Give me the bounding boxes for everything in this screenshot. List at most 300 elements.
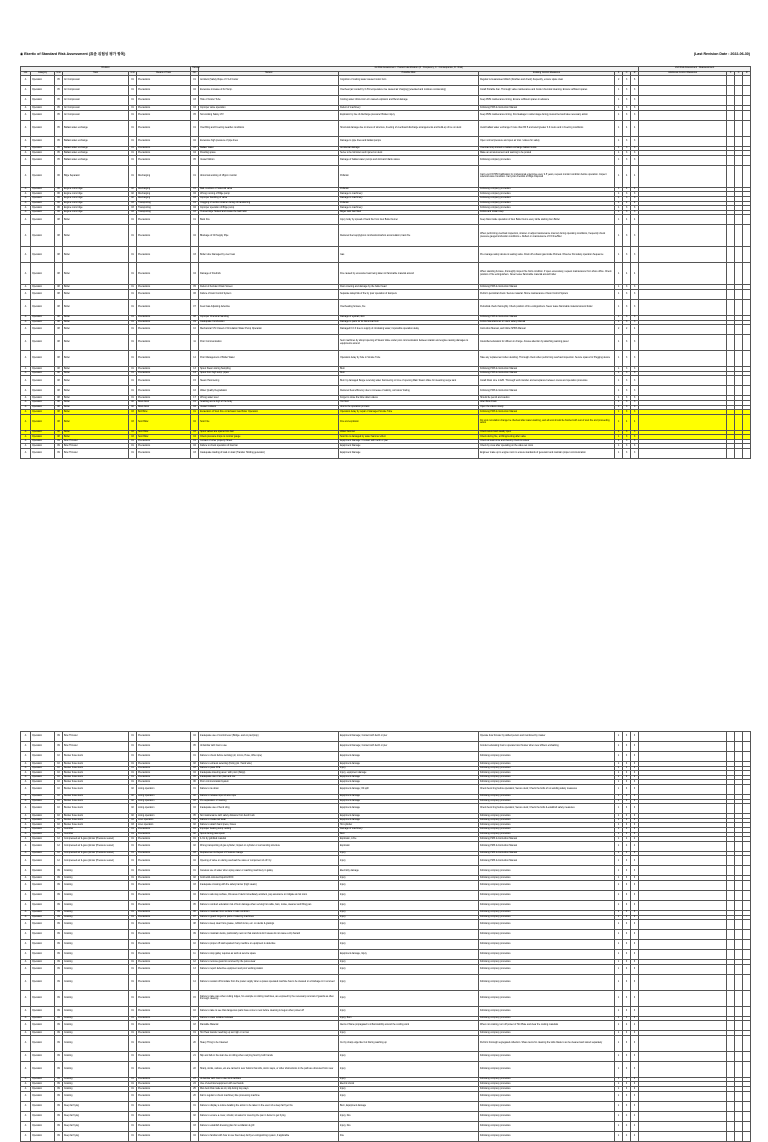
table-cell: Following company procedure (479, 900, 615, 910)
table-cell: 1 (615, 1035, 623, 1051)
table-cell: Precautions (137, 1021, 191, 1031)
table-cell: Ballast Water (199, 146, 339, 151)
table-cell: 6 (631, 76, 639, 86)
table-cell: Blow down (137, 400, 191, 405)
table-cell: Precautions (137, 449, 191, 459)
table-cell: 3 (631, 136, 639, 146)
table-cell: Operation (31, 766, 55, 771)
table-cell: Operation (31, 405, 55, 410)
table-cell: 3 (623, 915, 631, 920)
table-cell: 01 (129, 315, 137, 320)
table-cell: Fail to regular to check machinery like processing machine (199, 1091, 339, 1101)
table-cell: 01 (129, 1051, 137, 1061)
table-cell: Precautions (137, 247, 191, 263)
table-cell: Hot fluid (339, 400, 479, 405)
table-cell: Following company procedure (479, 964, 615, 974)
table-cell: A (21, 823, 31, 828)
table-cell: Operation (31, 1082, 55, 1087)
table-cell: Precautions (137, 371, 191, 376)
table-cell: Following company procedure (479, 832, 615, 837)
table-cell: Bunker hose stock (63, 823, 129, 828)
table-cell: 01 (191, 1101, 199, 1111)
table-cell: 09 (55, 1016, 63, 1021)
table-cell: Carry-out 15 PPM Calibration by professional enterprise every 2.5 years, request monitor condition before operation. Inspect solenoid valve Condition. Carry-out checklist of Bilge Disposal (479, 165, 615, 187)
table-cell: 03 (129, 823, 137, 828)
table-cell: 08 (55, 435, 63, 440)
table-cell: Precautions (137, 76, 191, 86)
table-cell: 4 (631, 120, 639, 136)
empty-cell (735, 866, 743, 876)
table-cell: Operation (31, 299, 55, 315)
table-cell: 3 (623, 827, 631, 832)
table-cell: Compressed air & gas cylinder (Pressure vessel) (63, 841, 129, 851)
table-cell: Cooking (63, 1006, 129, 1016)
table-cell: 1 (615, 866, 623, 876)
table-cell: 1 (615, 742, 623, 752)
table-cell: Following company procedure (479, 1091, 615, 1101)
table-cell: 06 (191, 780, 199, 785)
table-cell: Pollution (339, 165, 479, 187)
empty-cell (727, 165, 735, 187)
empty-cell (735, 950, 743, 960)
table-cell: 09 (55, 439, 63, 444)
table-cell: Operation (31, 1006, 55, 1016)
table-cell: 1 (615, 856, 623, 866)
table-cell: 3 (631, 396, 639, 401)
empty-cell (743, 856, 751, 866)
table-cell: 3 (623, 225, 631, 247)
table-cell: 3 (623, 766, 631, 771)
empty-cell (727, 752, 735, 762)
empty-cell (727, 866, 735, 876)
table-cell: Operation (31, 439, 55, 444)
table-cell: Burn by damaged flange receiving water hammering or time of opening Main Steam Valve for steaming surge tank (339, 376, 479, 386)
empty-cell (743, 1091, 751, 1101)
table-cell: Following company procedure (479, 192, 615, 197)
table-cell: Steam Hammering (199, 376, 339, 386)
table-cell: 08 (55, 263, 63, 285)
table-cell: 12 (55, 851, 63, 856)
table-cell: Following company procedure (479, 771, 615, 776)
table-cell: 03 (191, 210, 199, 215)
table-cell: Injury (339, 940, 479, 950)
table-cell: Operation (31, 780, 55, 785)
table-cell: 1 (615, 201, 623, 206)
empty-cell (639, 247, 727, 263)
table-cell: 3 (623, 780, 631, 785)
table-cell: 1 (615, 210, 623, 215)
table-cell: 3 (631, 766, 639, 771)
table-cell: Burn, Equipment damage (339, 1101, 479, 1111)
table-cell: A (21, 742, 31, 752)
table-cell: Compressed air & gas cylinder (Pressure vessel) (63, 856, 129, 866)
table-cell: Precautions (137, 136, 191, 146)
table-cell: 3 (631, 866, 639, 876)
table-cell: Injury (339, 964, 479, 974)
table-cell: 01 (129, 215, 137, 225)
empty-cell (743, 1131, 751, 1141)
table-cell: Following company procedure (479, 866, 615, 876)
table-cell: Precautions (137, 856, 191, 866)
table-cell: 1 (615, 1087, 623, 1092)
table-cell: 02 (191, 1111, 199, 1121)
table-cell: Liner operation (137, 823, 191, 828)
table-cell: Lining operation (137, 799, 191, 804)
empty-cell (727, 990, 735, 1006)
table-cell: 11 (191, 950, 199, 960)
table-cell: Hole of Cooler Tube (199, 96, 339, 106)
table-cell: 05 (191, 814, 199, 819)
table-cell: 04 (191, 263, 199, 285)
table-cell: 3 (631, 335, 639, 351)
table-cell: 3 (631, 225, 639, 247)
table-cell: Precautions (137, 1031, 191, 1036)
empty-cell (639, 1121, 727, 1131)
table-cell: Operation (31, 1035, 55, 1051)
table-cell: 1 (615, 215, 623, 225)
table-cell: Precautions (137, 1101, 191, 1111)
empty-cell (727, 784, 735, 794)
table-cell: A (21, 827, 31, 832)
table-cell: 02 (129, 804, 137, 814)
table-cell: 4 (631, 165, 639, 187)
table-cell: Injury (339, 1091, 479, 1101)
table-cell: A (21, 187, 31, 192)
table-cell: Precautions (137, 1061, 191, 1077)
table-cell: Precautions (137, 367, 191, 372)
table-cell: 01 (191, 215, 199, 225)
table-cell: Following company procedure (479, 794, 615, 799)
table-cell: 3 (623, 823, 631, 828)
table-cell: Operation (31, 410, 55, 415)
empty-cell (727, 974, 735, 990)
table-cell: 06 (191, 289, 199, 299)
table-cell: Keep blow inside operation of Gun Boiler burns every while starting Gun Boiler (479, 215, 615, 225)
table-cell: 1 (615, 86, 623, 96)
table-cell: 04 (191, 1131, 199, 1141)
table-cell: Clogging of suction strainer during oil transferring (199, 201, 339, 206)
table-cell: 02 (129, 196, 137, 201)
empty-cell (639, 1035, 727, 1051)
empty-cell (727, 950, 735, 960)
empty-cell (735, 120, 743, 136)
table-cell: 01 (129, 1131, 137, 1141)
table-cell: 4 (623, 165, 631, 187)
table-cell: Following company procedure (479, 766, 615, 771)
table-cell: 01 (129, 263, 137, 285)
table-cell: Engine room bilge (63, 210, 129, 215)
table-cell: Cold solid-coloured liquid & ROC (199, 876, 339, 881)
empty-cell (727, 1111, 735, 1121)
table-cell: 3 (623, 405, 631, 410)
empty-cell (639, 804, 727, 814)
table-cell: 3 (631, 299, 639, 315)
empty-cell (743, 263, 751, 285)
empty-cell (735, 1131, 743, 1141)
table-cell: Operation (31, 210, 55, 215)
table-cell: 05 (191, 900, 199, 910)
empty-cell (743, 215, 751, 225)
table-cell: 09 (55, 866, 63, 876)
table-cell: 19 (191, 1031, 199, 1036)
table-cell: Precautions (137, 920, 191, 930)
table-row (21, 732, 751, 742)
table-cell: 3 (631, 876, 639, 881)
table-cell: Operation (31, 974, 55, 990)
table-cell: 1 (615, 1006, 623, 1016)
table-cell: A (21, 1031, 31, 1036)
table-cell: 18 (191, 1021, 199, 1031)
table-cell: A (21, 1035, 31, 1051)
table-cell: Precautions (137, 151, 191, 156)
empty-cell (743, 96, 751, 106)
table-cell: 01 (129, 1087, 137, 1092)
table-cell: 3 (631, 405, 639, 410)
table-row (21, 1131, 751, 1141)
table-cell: Operation (31, 920, 55, 930)
table-cell: Following company procedure (479, 823, 615, 828)
empty-cell (743, 920, 751, 930)
table-cell: A (21, 435, 31, 440)
table-cell: Precautions (137, 832, 191, 837)
table-cell: Bunker hose stock (63, 762, 129, 767)
table-cell: Cooking (63, 974, 129, 990)
table-cell: Equipment damage (339, 818, 479, 823)
table-cell: 09 (55, 940, 63, 950)
table-cell: Operation (31, 856, 55, 866)
empty-cell (639, 1111, 727, 1121)
table-cell: 01 (129, 320, 137, 325)
table-cell: Boiler (63, 325, 129, 335)
table-cell: Precautions (137, 732, 191, 742)
table-cell: 1 (615, 766, 623, 771)
table-cell: Operation (31, 76, 55, 86)
table-cell: Precautions (137, 1131, 191, 1141)
empty-cell (743, 386, 751, 396)
table-cell: Bilges tank fast filled (339, 210, 479, 215)
table-cell: Operation (31, 289, 55, 299)
empty-cell (639, 165, 727, 187)
table-cell: 4 (623, 187, 631, 192)
table-cell: Following company procedure (479, 155, 615, 165)
table-cell: 3 (631, 827, 639, 832)
table-cell: A (21, 376, 31, 386)
table-cell: 20 (191, 1035, 199, 1051)
empty-cell (743, 414, 751, 430)
empty-cell (735, 990, 743, 1006)
empty-cell (639, 86, 727, 96)
table-cell: 09 (55, 1051, 63, 1061)
table-cell: Following company procedure (479, 799, 615, 804)
table-cell: Equipment Damage; Contact with berth or pier (339, 742, 479, 752)
table-cell: A (21, 799, 31, 804)
table-cell: Improper operation of Bilge pump (199, 206, 339, 211)
table-cell: Precautions (137, 876, 191, 881)
table-cell: 1 (615, 1091, 623, 1101)
empty-cell (735, 964, 743, 974)
table-cell: 03 (191, 96, 199, 106)
table-cell: Boiler (63, 315, 129, 320)
table-row (21, 1061, 751, 1077)
table-cell: 3 (631, 950, 639, 960)
table-cell: Operation (31, 192, 55, 197)
table-cell: Burn (339, 367, 479, 372)
table-cell: Following company procedure (479, 752, 615, 762)
table-cell: 3 (623, 930, 631, 940)
empty-cell (735, 225, 743, 247)
table-cell: 2 (615, 325, 623, 335)
table-cell: A (21, 110, 31, 120)
table-cell: Boiler (63, 400, 129, 405)
table-cell: Precautions (137, 950, 191, 960)
table-cell: 01 (129, 780, 137, 785)
table-cell: Sharp, sticks, various, etc are carried in over bottom that sills, storm steps, or other obstructions in the path are obscured from view (199, 1061, 339, 1077)
table-cell: 3 (623, 146, 631, 151)
table-cell: Equipment damage (339, 794, 479, 799)
table-cell: 09 (55, 1121, 63, 1131)
table-cell: 3 (623, 1051, 631, 1061)
table-cell: Precautions (137, 827, 191, 832)
table-cell: Overload stop trained to ballast exchange ballast Guide (479, 146, 615, 151)
table-cell: Discharging (137, 192, 191, 197)
table-cell: Precautions (137, 315, 191, 320)
empty-cell (743, 165, 751, 187)
table-cell: Back Fire (199, 215, 339, 225)
table-cell: 01 (129, 367, 137, 372)
table-cell: 09 (55, 920, 63, 930)
table-cell: 08 (55, 430, 63, 435)
table-cell: 1 (615, 400, 623, 405)
table-cell: 08 (55, 225, 63, 247)
empty-cell (743, 376, 751, 386)
table-cell: 09 (55, 890, 63, 900)
table-cell: Failure to conduct education risk of burn damage when serving hot cable, bain, moise, steamer and filling pan (199, 900, 339, 910)
table-cell: 3 (623, 315, 631, 320)
table-cell: 03 (191, 146, 199, 151)
table-cell: 1 (615, 784, 623, 794)
table-cell: 04 (191, 106, 199, 111)
table-cell: Precautions (137, 320, 191, 325)
table-cell: A (21, 96, 31, 106)
table-cell: 02 (191, 876, 199, 881)
table-cell: 3 (631, 1016, 639, 1021)
table-cell: A (21, 814, 31, 819)
table-cell: Failure of Auto Control System (199, 289, 339, 299)
empty-cell (735, 784, 743, 794)
empty-cell (735, 1035, 743, 1051)
empty-cell (735, 263, 743, 285)
table-cell: 01 (129, 1082, 137, 1087)
table-cell: 01 (191, 827, 199, 832)
table-cell: 01 (129, 285, 137, 290)
table-cell: Equipment damage (339, 814, 479, 819)
table-cell: 3 (623, 367, 631, 372)
table-cell: A (21, 414, 31, 430)
empty-cell (639, 1051, 727, 1061)
empty-cell (639, 386, 727, 396)
table-cell: 01 (129, 376, 137, 386)
table-cell: Failure to proper off stall repaired if any machine or equipment is defective (199, 940, 339, 950)
table-cell: 1 (615, 940, 623, 950)
table-cell: 4 (623, 1131, 631, 1141)
table-cell: 3 (623, 1101, 631, 1111)
table-cell: 01 (129, 1061, 137, 1077)
empty-cell (639, 299, 727, 315)
table-cell: 08 (55, 247, 63, 263)
column-header: C (735, 71, 743, 76)
table-cell: 04 (191, 890, 199, 900)
table-cell: 06 (55, 192, 63, 197)
empty-cell (743, 155, 751, 165)
table-cell: Operation (31, 1031, 55, 1036)
table-cell: 01 (129, 136, 137, 146)
table-cell: Boiler (63, 435, 129, 440)
table-cell: Operation (31, 876, 55, 881)
document-title: ◉ Ekertic of Standard Risk Assessment (표준 위험성 평가 항목) (20, 52, 126, 56)
table-cell: Cooking (63, 900, 129, 910)
table-cell: 10 (191, 325, 199, 335)
table-cell: A (21, 930, 31, 940)
empty-cell (727, 900, 735, 910)
risk-table-page-2 (20, 731, 751, 1142)
table-cell: Bunker hose stock (63, 780, 129, 785)
table-cell: 1 (615, 449, 623, 459)
empty-cell (727, 1061, 735, 1077)
table-cell: Operation (31, 136, 55, 146)
table-cell: Water Quality Degradation (199, 386, 339, 396)
empty-cell (727, 1091, 735, 1101)
table-cell: 4 (623, 1021, 631, 1031)
table-cell: 3 (631, 832, 639, 837)
table-cell: Use of electrical equipment with wet hands (199, 1082, 339, 1087)
table-cell: Precautions (137, 146, 191, 151)
table-cell: Failure to display a notice detailing the action to be taken in the event of a deep fat fryer fire (199, 1101, 339, 1111)
table-cell: 06 (55, 210, 63, 215)
table-cell: Take any replacement when deciding. Thorough check when performing overhaul inspection. Secure spares for Plugging device (479, 351, 615, 367)
empty-cell (727, 890, 735, 900)
table-cell: Injury (339, 876, 479, 881)
table-cell: Injury (339, 880, 479, 890)
table-cell: A (21, 1077, 31, 1082)
table-cell: 03 (191, 766, 199, 771)
table-cell: A (21, 315, 31, 320)
table-row (21, 1006, 751, 1016)
table-cell: 3 (623, 818, 631, 823)
table-cell: 3 (631, 732, 639, 742)
table-cell: 4 (631, 414, 639, 430)
table-cell: Open normal pressure and open air inlet / valves for safety (479, 136, 615, 146)
empty-cell (727, 742, 735, 752)
table-cell: 3 (631, 289, 639, 299)
table-cell: A (21, 155, 31, 165)
table-cell: Operation (31, 940, 55, 950)
table-header (21, 67, 751, 76)
table-cell: A (21, 771, 31, 776)
table-row (21, 414, 751, 430)
table-cell: A (21, 289, 31, 299)
table-row (21, 742, 751, 752)
table-cell: Following company procedure (479, 206, 615, 211)
table-row (21, 866, 751, 876)
table-cell: 01 (129, 950, 137, 960)
table-cell: A (21, 210, 31, 215)
table-cell: Explosion, A fire (339, 837, 479, 842)
table-cell: 1 (615, 915, 623, 920)
table-row (21, 940, 751, 950)
table-cell: 3 (631, 964, 639, 974)
table-cell: 01 (129, 1035, 137, 1051)
table-cell: Damage of Firebrick (199, 263, 339, 285)
